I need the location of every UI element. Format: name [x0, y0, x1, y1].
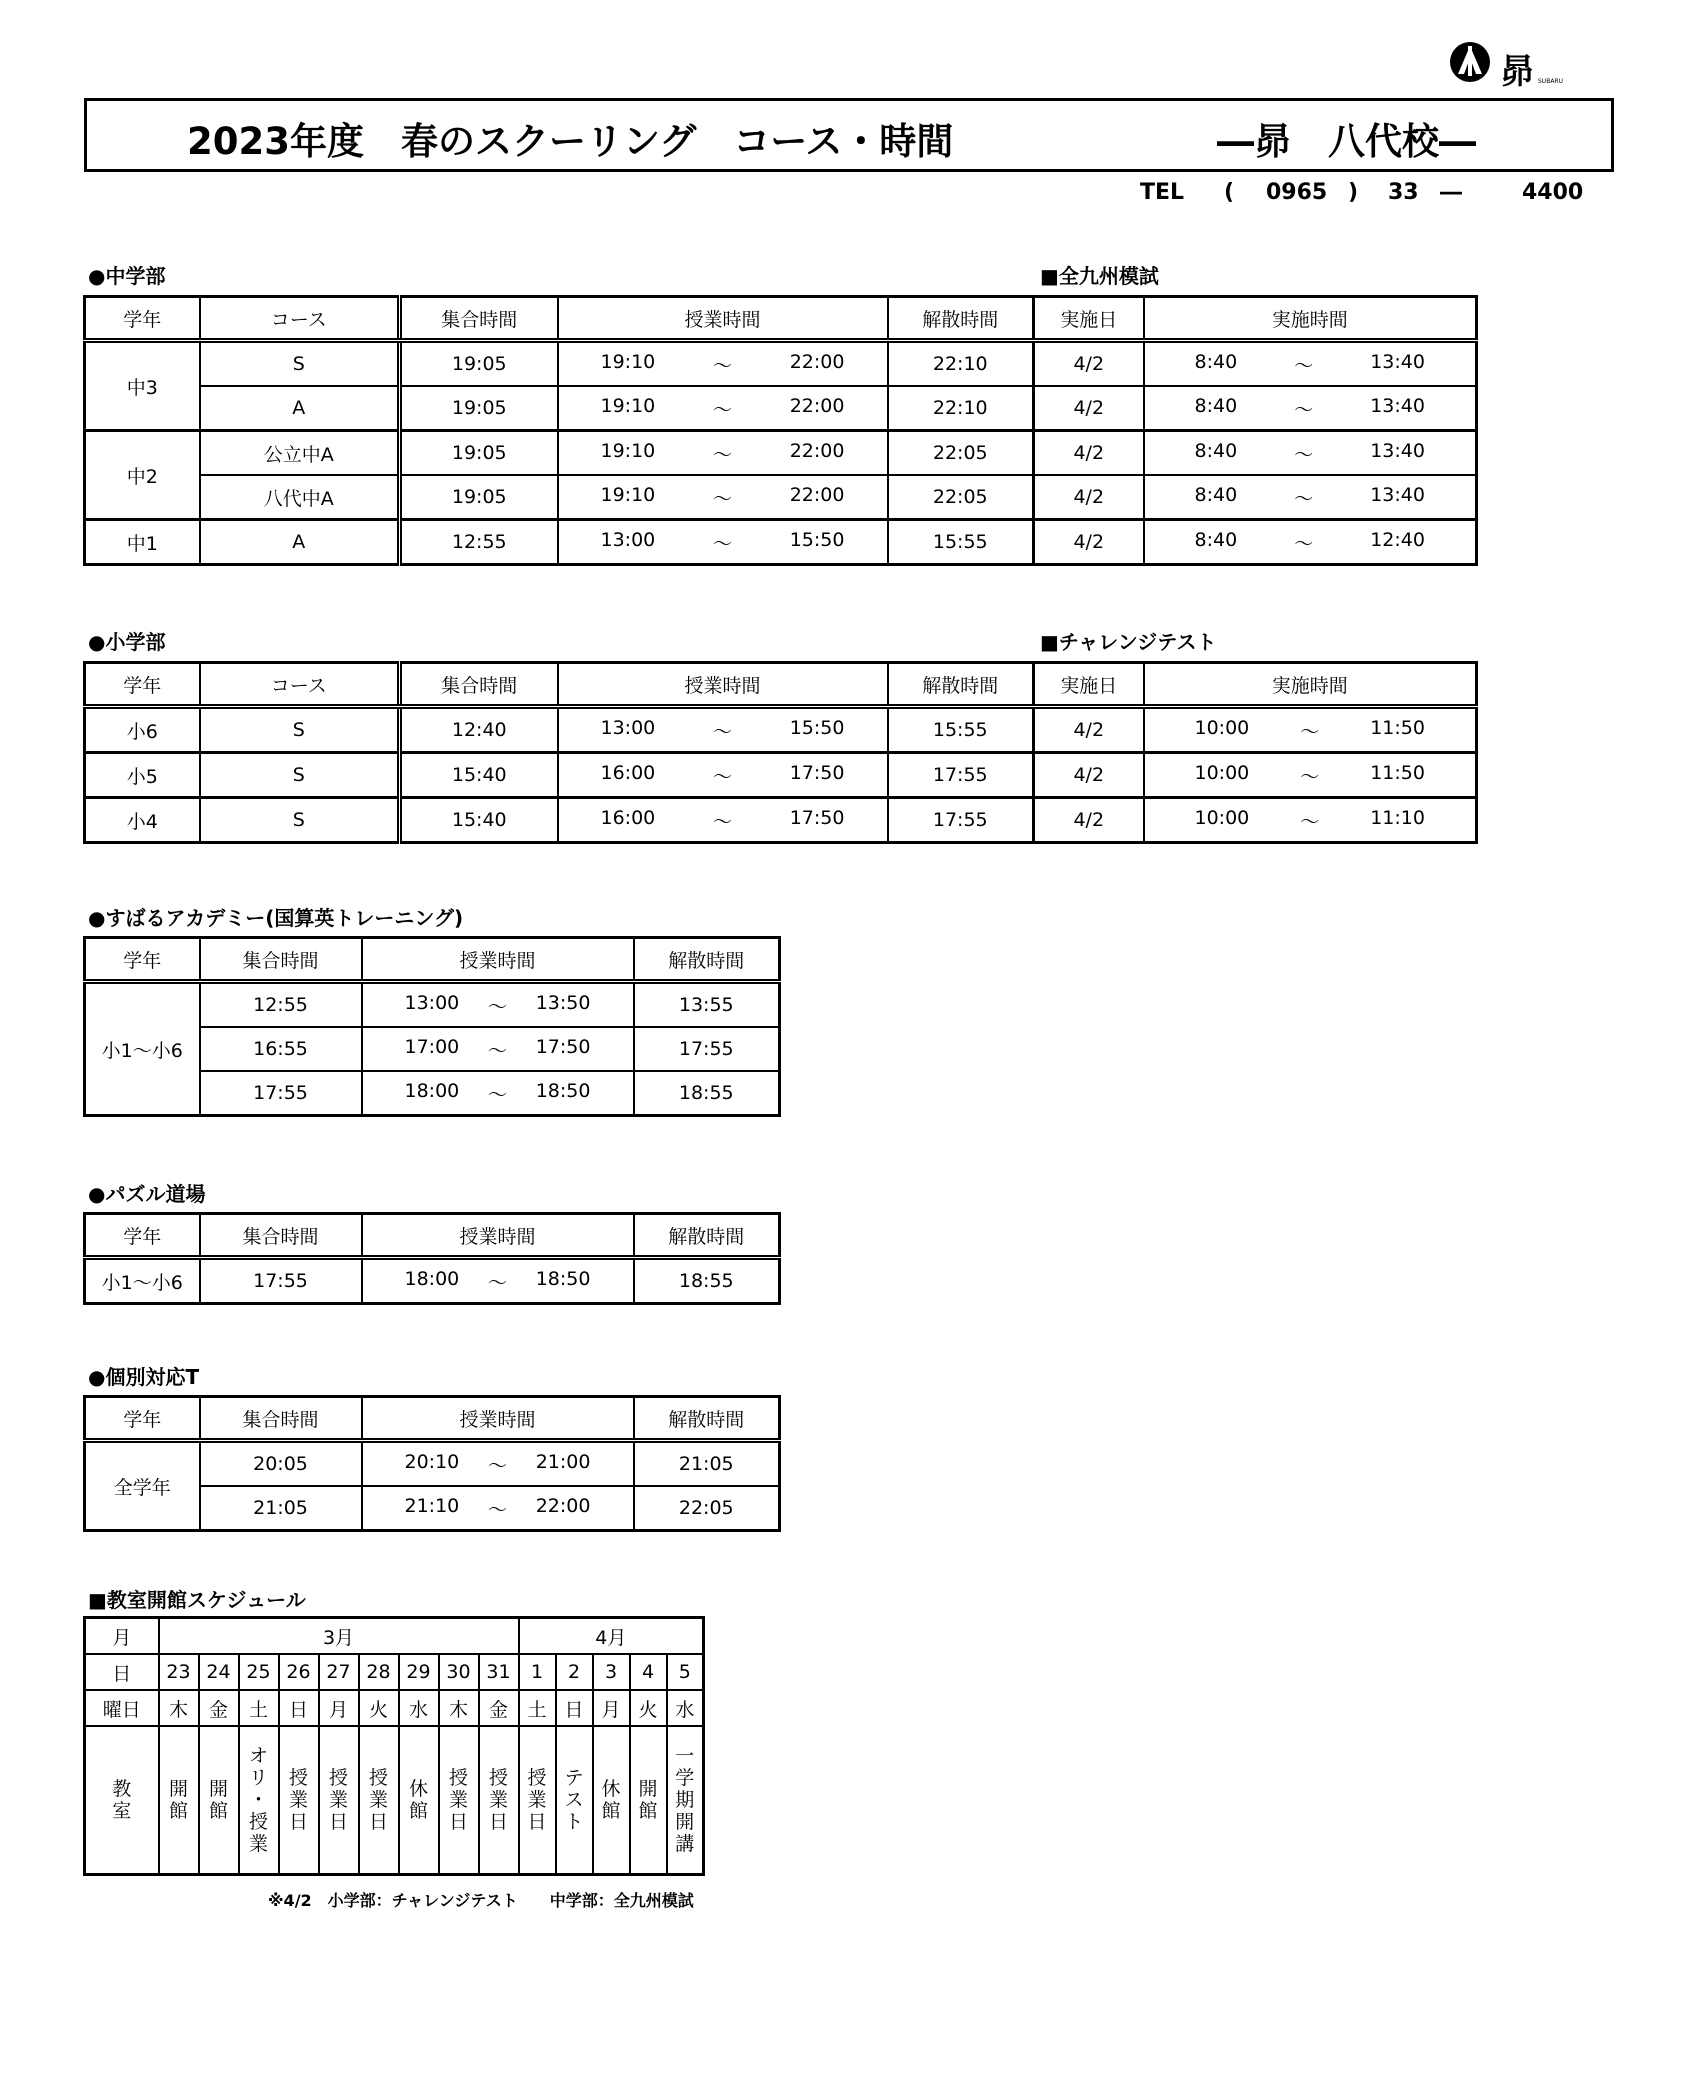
- day-cell: 3: [593, 1654, 630, 1690]
- section-title-elementary: ●小学部: [88, 630, 166, 654]
- tel-open-paren: (: [1224, 180, 1235, 205]
- junior-table: [83, 295, 1478, 566]
- start-time: 16:00: [600, 806, 656, 829]
- exam-time-cell: [1144, 431, 1477, 476]
- day-label: 日: [85, 1654, 159, 1690]
- room-label: 教 室: [85, 1726, 159, 1874]
- title-box: [84, 98, 1614, 172]
- weekday-cell: 水: [667, 1690, 704, 1726]
- date-cell: 4/2: [1034, 431, 1144, 476]
- weekday-label: 曜日: [85, 1690, 159, 1726]
- weekday-cell: 金: [199, 1690, 239, 1726]
- header-gather: 集合時間: [200, 1397, 362, 1441]
- gather-cell: 12:40: [400, 707, 558, 753]
- table-row: [85, 341, 1477, 387]
- academy-table: [83, 936, 781, 1117]
- header-course: コース: [200, 297, 400, 341]
- class-time-cell: [558, 386, 888, 431]
- dismiss-cell: 22:05: [888, 431, 1034, 476]
- school-name: ―昴 八代校―: [1217, 120, 1476, 163]
- tel-close-paren: ): [1348, 180, 1359, 205]
- grade-cell: 小1～小6: [85, 1258, 200, 1304]
- dismiss-cell: 17:55: [634, 1027, 780, 1071]
- exam-end-time: 13:40: [1370, 483, 1425, 506]
- exam-start-time: 8:40: [1194, 350, 1238, 373]
- exam-end-time: 13:40: [1370, 394, 1425, 417]
- exam-time-cell: [1144, 475, 1477, 520]
- tilde: ～: [1300, 810, 1320, 833]
- tilde: ～: [1294, 532, 1314, 555]
- dismiss-cell: 18:55: [634, 1258, 780, 1304]
- header-date: 実施日: [1034, 663, 1144, 707]
- exam-time-cell: [1144, 753, 1477, 798]
- end-time: 17:50: [789, 806, 845, 829]
- exam-time-cell: [1144, 386, 1477, 431]
- schedule-status-row: [85, 1726, 704, 1874]
- header-grade: 学年: [85, 1214, 200, 1258]
- exam-start-time: 10:00: [1194, 806, 1250, 829]
- start-time: 16:00: [600, 761, 656, 784]
- course-cell: S: [200, 341, 400, 387]
- weekday-cell: 月: [593, 1690, 630, 1726]
- tilde: ～: [1300, 765, 1320, 788]
- start-time: 20:10: [404, 1450, 460, 1473]
- tilde: ～: [487, 1083, 507, 1106]
- status-text: 授 業 日: [368, 1766, 388, 1833]
- table-row: [85, 475, 1477, 520]
- header-exam-time: 実施時間: [1144, 297, 1477, 341]
- end-time: 22:00: [789, 394, 845, 417]
- header-course: コース: [200, 663, 400, 707]
- tel-dash: ―: [1440, 180, 1462, 205]
- end-time: 17:50: [789, 761, 845, 784]
- table-row: [85, 707, 1477, 753]
- table-row: [85, 1441, 780, 1487]
- weekday-cell: 日: [556, 1690, 593, 1726]
- status-text: 開 館: [168, 1777, 188, 1822]
- tilde: ～: [712, 765, 732, 788]
- header-class: 授業時間: [362, 938, 634, 982]
- status-cell: [399, 1726, 439, 1874]
- start-time: 19:10: [600, 350, 656, 373]
- class-time-cell: [558, 753, 888, 798]
- end-time: 17:50: [535, 1035, 591, 1058]
- class-time-cell: [362, 1486, 634, 1531]
- course-cell: A: [200, 386, 400, 431]
- grade-cell: 小4: [85, 798, 200, 843]
- tilde: ～: [712, 487, 732, 510]
- date-cell: 4/2: [1034, 341, 1144, 387]
- header-exam-time: 実施時間: [1144, 663, 1477, 707]
- exam-end-time: 11:50: [1370, 716, 1425, 739]
- grade-cell: 中1: [85, 520, 200, 565]
- month-label: 月: [85, 1618, 159, 1655]
- end-time: 22:00: [535, 1494, 591, 1517]
- weekday-cell: 水: [399, 1690, 439, 1726]
- day-cell: 2: [556, 1654, 593, 1690]
- gather-cell: 19:05: [400, 341, 558, 387]
- status-cell: [199, 1726, 239, 1874]
- date-cell: 4/2: [1034, 707, 1144, 753]
- class-time-cell: [558, 341, 888, 387]
- status-cell: [593, 1726, 630, 1874]
- dismiss-cell: 15:55: [888, 707, 1034, 753]
- tilde: ～: [712, 810, 732, 833]
- course-cell: S: [200, 753, 400, 798]
- individual-header-row: [85, 1397, 780, 1441]
- class-time-cell: [558, 707, 888, 753]
- status-cell: [319, 1726, 359, 1874]
- academy-header-row: [85, 938, 780, 982]
- weekday-cell: 月: [319, 1690, 359, 1726]
- grade-cell: 小6: [85, 707, 200, 753]
- exam-start-time: 10:00: [1194, 716, 1250, 739]
- header-class: 授業時間: [558, 663, 888, 707]
- day-cell: 23: [159, 1654, 199, 1690]
- puzzle-table: [83, 1212, 781, 1305]
- date-cell: 4/2: [1034, 798, 1144, 843]
- start-time: 18:00: [404, 1079, 460, 1102]
- weekday-cell: 火: [630, 1690, 667, 1726]
- day-cell: 24: [199, 1654, 239, 1690]
- logo-subtext: SUBARU: [1538, 78, 1563, 85]
- date-cell: 4/2: [1034, 520, 1144, 565]
- status-text: 授 業 日: [489, 1766, 509, 1833]
- month-march: 3月: [159, 1618, 519, 1655]
- table-row: [85, 798, 1477, 843]
- header-gather: 集合時間: [200, 938, 362, 982]
- dismiss-cell: 21:05: [634, 1441, 780, 1487]
- day-cell: 27: [319, 1654, 359, 1690]
- tilde: ～: [1300, 720, 1320, 743]
- day-cell: 26: [279, 1654, 319, 1690]
- month-april: 4月: [519, 1618, 704, 1655]
- status-text: 授 業 日: [328, 1766, 348, 1833]
- dismiss-cell: 22:10: [888, 341, 1034, 387]
- exam-end-time: 13:40: [1370, 439, 1425, 462]
- start-time: 21:10: [404, 1494, 460, 1517]
- dismiss-cell: 13:55: [634, 982, 780, 1028]
- day-cell: 28: [359, 1654, 399, 1690]
- exam-start-time: 10:00: [1194, 761, 1250, 784]
- exam-end-time: 11:50: [1370, 761, 1425, 784]
- gather-cell: 15:40: [400, 753, 558, 798]
- end-time: 22:00: [789, 350, 845, 373]
- course-cell: S: [200, 798, 400, 843]
- gather-cell: 16:55: [200, 1027, 362, 1071]
- exam-start-time: 8:40: [1194, 394, 1238, 417]
- status-text: 授 業 日: [288, 1766, 308, 1833]
- page-title: 2023年度 春のスクーリング コース・時間: [187, 120, 954, 163]
- start-time: 18:00: [404, 1267, 460, 1290]
- exam-time-cell: [1144, 341, 1477, 387]
- date-cell: 4/2: [1034, 753, 1144, 798]
- section-title-junior-test: ■全九州模試: [1040, 264, 1159, 288]
- header-grade: 学年: [85, 1397, 200, 1441]
- status-cell: [630, 1726, 667, 1874]
- status-cell: [239, 1726, 279, 1874]
- class-time-cell: [362, 1027, 634, 1071]
- day-cell: 1: [519, 1654, 556, 1690]
- individual-table: [83, 1395, 781, 1532]
- status-cell: [667, 1726, 704, 1874]
- gather-cell: 12:55: [400, 520, 558, 565]
- grade-cell: 中2: [85, 431, 200, 520]
- tel-number: 4400: [1522, 180, 1584, 205]
- weekday-cell: 木: [439, 1690, 479, 1726]
- day-cell: 4: [630, 1654, 667, 1690]
- status-text: オ リ ・ 授 業: [248, 1744, 268, 1855]
- school-logo: [1448, 40, 1578, 90]
- day-cell: 31: [479, 1654, 519, 1690]
- exam-end-time: 11:10: [1370, 806, 1425, 829]
- tilde: ～: [712, 398, 732, 421]
- section-title-academy: ●すばるアカデミー(国算英トレーニング): [88, 906, 464, 930]
- table-row: [85, 386, 1477, 431]
- elementary-table: [83, 661, 1478, 844]
- header-class: 授業時間: [362, 1397, 634, 1441]
- grade-cell: 中3: [85, 341, 200, 431]
- weekday-cell: 火: [359, 1690, 399, 1726]
- tilde: ～: [487, 1039, 507, 1062]
- course-cell: A: [200, 520, 400, 565]
- gather-cell: 19:05: [400, 475, 558, 520]
- section-title-puzzle: ●パズル道場: [88, 1182, 206, 1206]
- gather-cell: 15:40: [400, 798, 558, 843]
- exam-end-time: 12:40: [1370, 528, 1425, 551]
- status-text: 休 館: [408, 1777, 428, 1822]
- schedule-weekday-row: [85, 1690, 704, 1726]
- logo-text: 昴: [1500, 52, 1534, 92]
- header-class: 授業時間: [558, 297, 888, 341]
- section-title-junior: ●中学部: [88, 264, 166, 288]
- exam-time-cell: [1144, 520, 1477, 565]
- tilde: ～: [712, 354, 732, 377]
- weekday-cell: 木: [159, 1690, 199, 1726]
- section-title-elementary-test: ■チャレンジテスト: [1040, 630, 1217, 654]
- class-time-cell: [558, 431, 888, 476]
- gather-cell: 20:05: [200, 1441, 362, 1487]
- class-time-cell: [558, 475, 888, 520]
- header-gather: 集合時間: [400, 663, 558, 707]
- status-cell: [359, 1726, 399, 1874]
- dismiss-cell: 17:55: [888, 798, 1034, 843]
- class-time-cell: [558, 520, 888, 565]
- end-time: 22:00: [789, 439, 845, 462]
- status-text: 休 館: [601, 1777, 621, 1822]
- end-time: 18:50: [535, 1267, 591, 1290]
- header-grade: 学年: [85, 297, 200, 341]
- tilde: ～: [487, 1271, 507, 1294]
- status-text: 開 館: [638, 1777, 658, 1822]
- course-cell: S: [200, 707, 400, 753]
- day-cell: 30: [439, 1654, 479, 1690]
- dismiss-cell: 18:55: [634, 1071, 780, 1116]
- schedule-table: [83, 1616, 705, 1876]
- tel-label: TEL: [1140, 180, 1185, 205]
- gather-cell: 21:05: [200, 1486, 362, 1531]
- dismiss-cell: 22:05: [634, 1486, 780, 1531]
- header-date: 実施日: [1034, 297, 1144, 341]
- end-time: 13:50: [535, 991, 591, 1014]
- class-time-cell: [362, 1258, 634, 1304]
- tilde: ～: [1294, 354, 1314, 377]
- day-cell: 29: [399, 1654, 439, 1690]
- end-time: 21:00: [535, 1450, 591, 1473]
- status-text: 一 学 期 開 講: [675, 1744, 695, 1855]
- tilde: ～: [712, 720, 732, 743]
- tilde: ～: [487, 1454, 507, 1477]
- elementary-header-row: [85, 663, 1477, 707]
- status-cell: [479, 1726, 519, 1874]
- section-title-schedule: ■教室開館スケジュール: [88, 1588, 306, 1612]
- header-grade: 学年: [85, 938, 200, 982]
- exam-start-time: 8:40: [1194, 439, 1238, 462]
- header-gather: 集合時間: [400, 297, 558, 341]
- exam-end-time: 13:40: [1370, 350, 1425, 373]
- class-time-cell: [362, 1071, 634, 1116]
- header-gather: 集合時間: [200, 1214, 362, 1258]
- table-row: [85, 1258, 780, 1304]
- header-dismiss: 解散時間: [634, 1214, 780, 1258]
- status-cell: [159, 1726, 199, 1874]
- class-time-cell: [362, 982, 634, 1028]
- grade-cell: 全学年: [85, 1441, 200, 1531]
- tel-area-code: 0965: [1266, 180, 1328, 205]
- start-time: 17:00: [404, 1035, 460, 1058]
- status-cell: [519, 1726, 556, 1874]
- status-cell: [439, 1726, 479, 1874]
- gather-cell: 17:55: [200, 1258, 362, 1304]
- tilde: ～: [1294, 443, 1314, 466]
- gather-cell: 12:55: [200, 982, 362, 1028]
- exam-start-time: 8:40: [1194, 528, 1238, 551]
- schedule-day-row: [85, 1654, 704, 1690]
- end-time: 22:00: [789, 483, 845, 506]
- date-cell: 4/2: [1034, 475, 1144, 520]
- section-title-individual: ●個別対応T: [88, 1365, 200, 1389]
- tilde: ～: [712, 443, 732, 466]
- exam-time-cell: [1144, 798, 1477, 843]
- dismiss-cell: 15:55: [888, 520, 1034, 565]
- header-dismiss: 解散時間: [888, 663, 1034, 707]
- status-text: 授 業 日: [527, 1766, 547, 1833]
- tilde: ～: [1294, 398, 1314, 421]
- gather-cell: 17:55: [200, 1071, 362, 1116]
- header-class: 授業時間: [362, 1214, 634, 1258]
- end-time: 15:50: [789, 716, 845, 739]
- end-time: 18:50: [535, 1079, 591, 1102]
- tel-exchange: 33: [1388, 180, 1419, 205]
- date-cell: 4/2: [1034, 386, 1144, 431]
- dismiss-cell: 22:10: [888, 386, 1034, 431]
- course-cell: 公立中A: [200, 431, 400, 476]
- start-time: 19:10: [600, 483, 656, 506]
- day-cell: 5: [667, 1654, 704, 1690]
- status-text: 開 館: [208, 1777, 228, 1822]
- tilde: ～: [1294, 487, 1314, 510]
- status-text: テ ス ト: [564, 1766, 584, 1833]
- header-dismiss: 解散時間: [634, 938, 780, 982]
- start-time: 19:10: [600, 394, 656, 417]
- start-time: 13:00: [404, 991, 460, 1014]
- class-time-cell: [558, 798, 888, 843]
- tilde: ～: [712, 532, 732, 555]
- gather-cell: 19:05: [400, 431, 558, 476]
- grade-cell: 小5: [85, 753, 200, 798]
- table-row: [85, 753, 1477, 798]
- start-time: 19:10: [600, 439, 656, 462]
- weekday-cell: 日: [279, 1690, 319, 1726]
- exam-time-cell: [1144, 707, 1477, 753]
- table-row: [85, 431, 1477, 476]
- schedule-note: ※4/2 小学部：チャレンジテスト 中学部：全九州模試: [268, 1891, 694, 1910]
- gather-cell: 19:05: [400, 386, 558, 431]
- schedule-month-row: [85, 1618, 704, 1655]
- weekday-cell: 土: [519, 1690, 556, 1726]
- puzzle-header-row: [85, 1214, 780, 1258]
- class-time-cell: [362, 1441, 634, 1487]
- grade-cell: 小1～小6: [85, 982, 200, 1116]
- header-dismiss: 解散時間: [888, 297, 1034, 341]
- exam-start-time: 8:40: [1194, 483, 1238, 506]
- end-time: 15:50: [789, 528, 845, 551]
- weekday-cell: 金: [479, 1690, 519, 1726]
- course-cell: 八代中A: [200, 475, 400, 520]
- start-time: 13:00: [600, 716, 656, 739]
- status-cell: [556, 1726, 593, 1874]
- table-row: [85, 982, 780, 1028]
- header-dismiss: 解散時間: [634, 1397, 780, 1441]
- junior-header-row: [85, 297, 1477, 341]
- status-cell: [279, 1726, 319, 1874]
- start-time: 13:00: [600, 528, 656, 551]
- day-cell: 25: [239, 1654, 279, 1690]
- weekday-cell: 土: [239, 1690, 279, 1726]
- dismiss-cell: 17:55: [888, 753, 1034, 798]
- table-row: [85, 520, 1477, 565]
- dismiss-cell: 22:05: [888, 475, 1034, 520]
- tilde: ～: [487, 995, 507, 1018]
- logo-emblem-icon: [1448, 40, 1492, 84]
- tilde: ～: [487, 1498, 507, 1521]
- status-text: 授 業 日: [448, 1766, 468, 1833]
- header-grade: 学年: [85, 663, 200, 707]
